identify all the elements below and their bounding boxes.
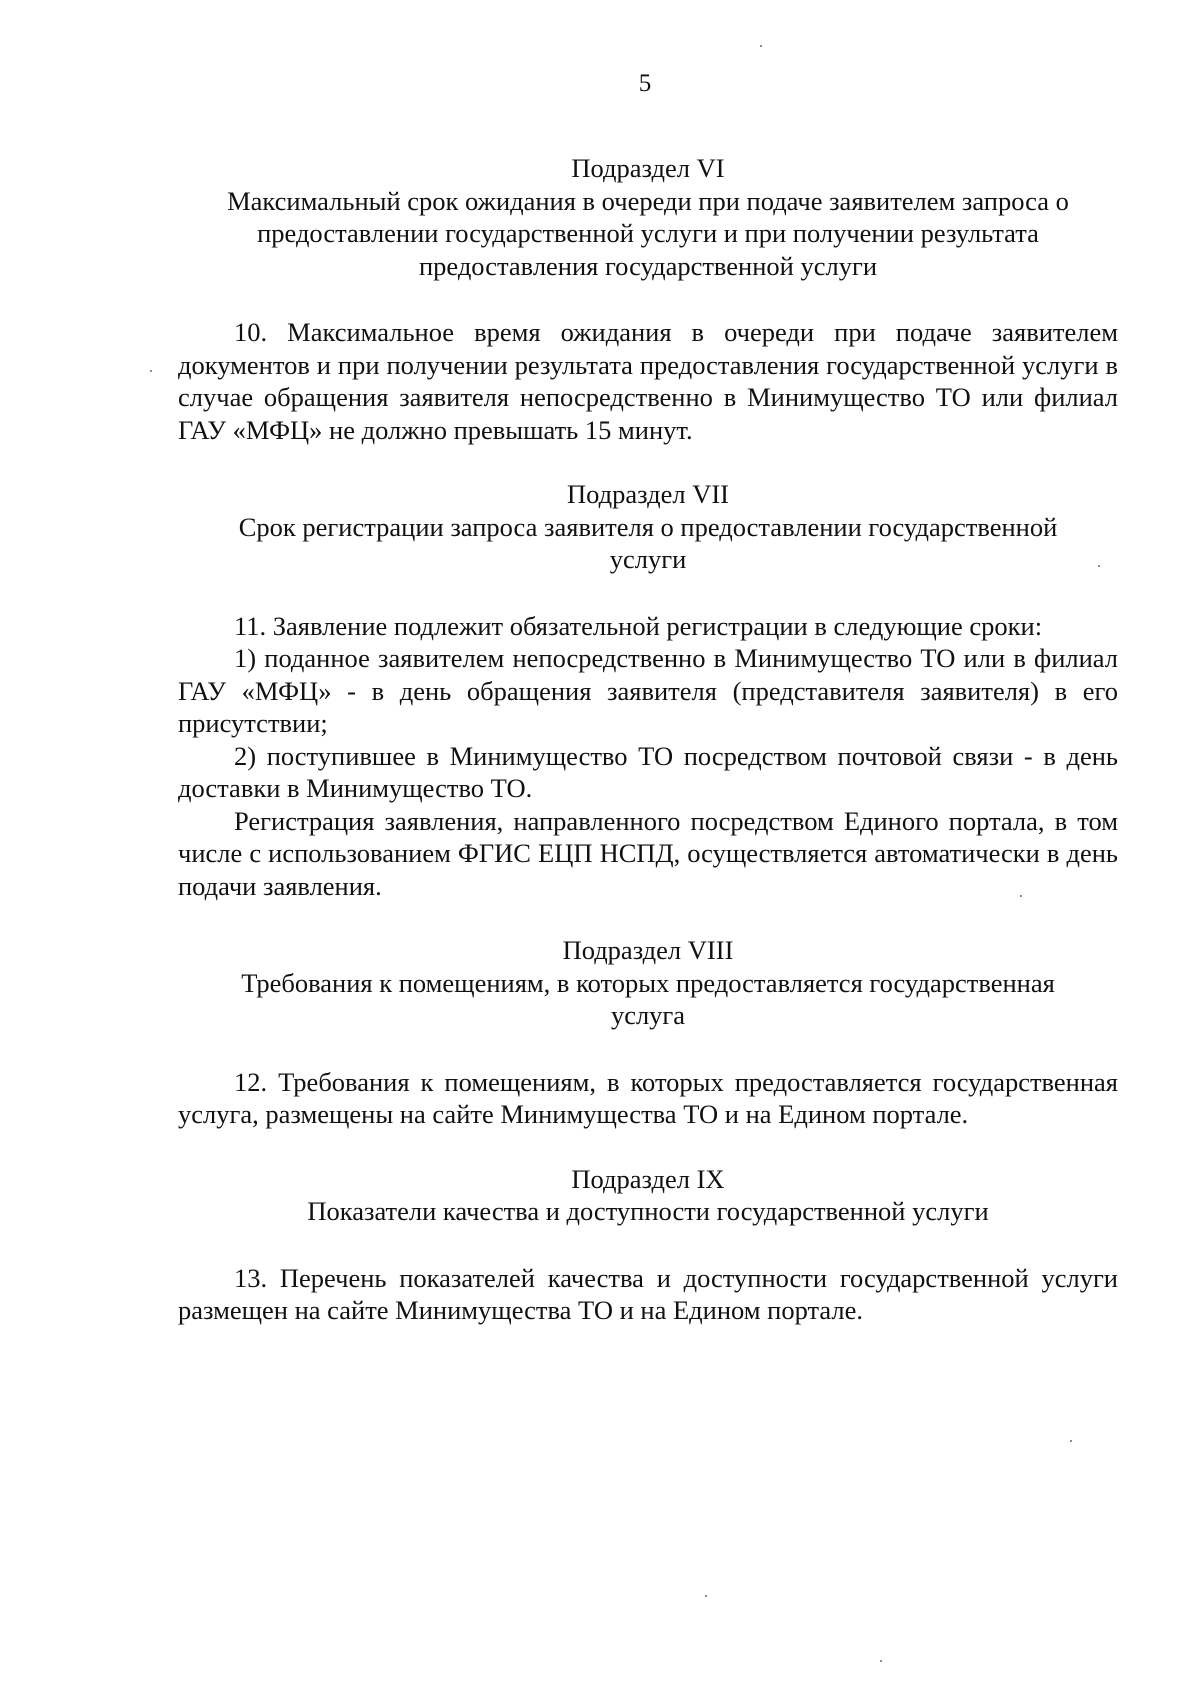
scan-speck: [1098, 565, 1100, 567]
section-title: Подраздел VIII: [562, 935, 734, 965]
section-viii: [178, 934, 1118, 1131]
heading-line: предоставления государственной услуги: [418, 250, 878, 281]
heading-line: услуги: [609, 544, 687, 574]
section-ix: [178, 1163, 1118, 1327]
section-vii: [178, 478, 1118, 902]
section-heading: [178, 185, 1118, 283]
scan-speck: [1020, 895, 1022, 897]
scan-speck: [1070, 1440, 1072, 1442]
section-title: Подраздел VI: [571, 153, 725, 183]
heading-line: Максимальный срок ожидания в очереди при подаче заявителем запроса о: [227, 185, 1069, 216]
paragraph-10: 10. Максимальное время ожидания в очереди при подаче заявителем документов и при получении результата предоставления государственной услуги в случае обращения заявителя непосредственно в Минимущество ТО или филиал ГАУ «МФЦ» не должно превышать 15 минут.: [178, 317, 1118, 445]
section-vi: [178, 152, 1118, 446]
heading-line: Показатели качества и доступности государственной услуги: [307, 1196, 989, 1226]
paragraph-11-item-2: 2) поступившее в Минимущество ТО посредством почтовой связи - в день доставки в Минимущество ТО.: [178, 740, 1118, 803]
scan-speck: [705, 1595, 707, 1597]
heading-line: Требования к помещениям, в которых предоставляется государственная: [241, 967, 1055, 998]
scan-speck: [150, 370, 152, 372]
heading-line: услуга: [610, 1000, 686, 1030]
page-number: 5: [638, 70, 652, 97]
scan-speck: [760, 45, 762, 47]
scan-speck: [880, 1660, 882, 1662]
paragraph-12: 12. Требования к помещениям, в которых предоставляется государственная услуга, размещены на сайте Минимущества ТО и на Едином портале.: [178, 1066, 1118, 1129]
heading-line: Срок регистрации запроса заявителя о предоставлении государственной: [238, 511, 1058, 542]
paragraph-11-registration: Регистрация заявления, направленного посредством Единого портала, в том числе с использованием ФГИС ЕЦП НСПД, осуществляется автоматически в день подачи заявления.: [178, 805, 1118, 901]
paragraph-11-item-1: 1) поданное заявителем непосредственно в Минимущество ТО или в филиал ГАУ «МФЦ» - в день обращения заявителя (представителя заявителя) в его присутствии;: [178, 643, 1118, 738]
paragraph-13: 13. Перечень показателей качества и доступности государственной услуги размещен на сайте Минимущества ТО и на Едином портале.: [178, 1262, 1118, 1325]
section-title: Подраздел IX: [571, 1163, 725, 1194]
document-body: [178, 152, 1118, 1327]
section-heading: [178, 511, 1118, 576]
section-heading: [178, 1195, 1118, 1228]
paragraph-11: 11. Заявление подлежит обязательной регистрации в следующие сроки:: [234, 610, 1043, 641]
heading-line: предоставлении государственной услуги и при получении результата: [257, 218, 1039, 248]
section-title: Подраздел VII: [567, 479, 729, 509]
section-heading: [178, 967, 1118, 1032]
